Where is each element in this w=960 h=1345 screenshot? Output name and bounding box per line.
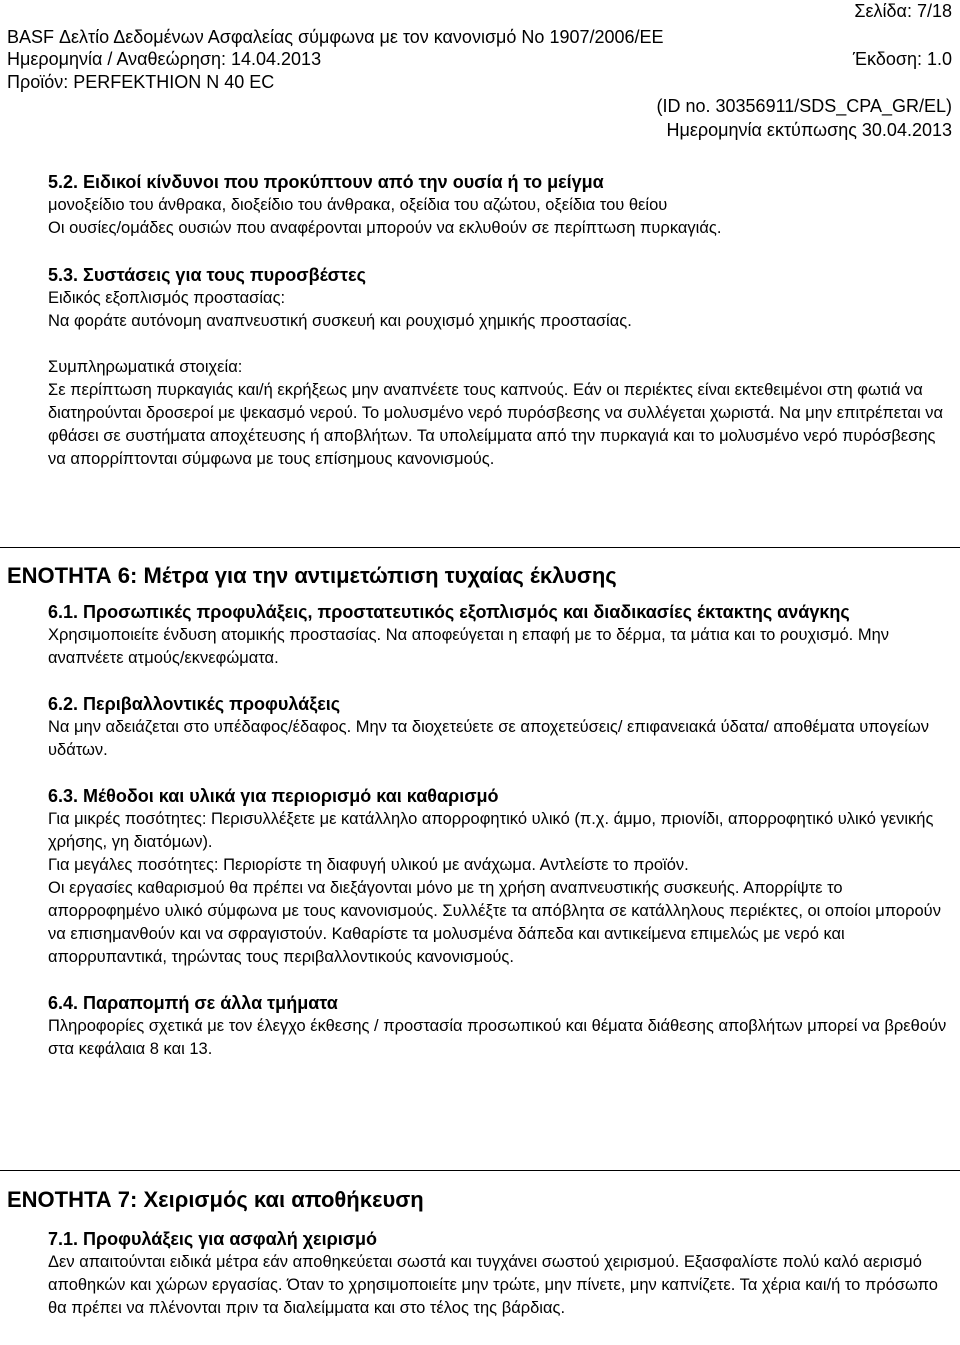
- section-6-1-text: Χρησιμοποιείτε ένδυση ατομικής προστασίας. Να αποφεύγεται η επαφή με το δέρμα, τα μάτια και το ρουχισμό. Μην αναπνέετε ατμούς/εκνεφώματα.: [48, 626, 890, 667]
- equipment-label: Ειδικός εξοπλισμός προστασίας:: [48, 289, 286, 307]
- section-6-title: ΕΝΟΤΗΤΑ 6: Μέτρα για την αντιμετώπιση τυχαίας έκλυσης: [7, 563, 617, 588]
- section-5-2: [48, 171, 953, 240]
- additional-info-label: Συμπληρωματικά στοιχεία:: [48, 358, 243, 376]
- small-quantities-text: Για μικρές ποσότητες: Περισυλλέξετε με κατάλληλο απορροφητικό υλικό (π.χ. άμμο, πριονίδι, απορροφητικό υλικό γενικής χρήσης, γη διατόμων).: [48, 810, 934, 851]
- product-name: Προϊόν: PERFEKTHION N 40 EC: [7, 72, 275, 92]
- large-quantities-text: Για μεγάλες ποσότητες: Περιορίστε τη διαφυγή υλικού με ανάχωμα. Αντλείστε το προϊόν.: [48, 856, 689, 874]
- hazardous-products-text: μονοξείδιο του άνθρακα, διοξείδιο του άνθρακα, οξείδια του αζώτου, οξείδια του θείου: [48, 196, 668, 214]
- cleanup-text: Οι εργασίες καθαρισμού θα πρέπει να διεξάγονται μόνο με τη χρήση αναπνευστικής συσκευής. Απορρίψτε το απορροφημένο υλικό σύμφωνα με τους κανονισμούς. Συλλέξτε τα απόβλητα σε κατάλληλους περιέκτες, οι οποίοι μπορούν να επισημανθούν και να σφραγιστούν. Καθαρίστε τα μολυσμένα δάπεδα και αντικείμενα επιμελώς με νερό και απορρυπαντικά, τηρώντας τους περιβαλλοντικούς κανονισμούς.: [48, 879, 941, 966]
- section-6-3-heading: 6.3. Μέθοδοι και υλικά για περιορισμό και καθαρισμό: [48, 786, 499, 806]
- section-6-2-heading: 6.2. Περιβαλλοντικές προφυλάξεις: [48, 694, 341, 714]
- fire-release-text: Οι ουσίες/ομάδες ουσιών που αναφέρονται μπορούν να εκλυθούν σε περίπτωση πυρκαγιάς.: [48, 219, 722, 237]
- section-6-2-text: Να μην αδειάζεται στο υπέδαφος/έδαφος. Μην τα διοχετεύετε σε αποχετεύσεις/ επιφανειακά ύδατα/ αποθέματα υπογείων υδάτων.: [48, 718, 929, 759]
- section-7-1-heading: 7.1. Προφυλάξεις για ασφαλή χειρισμό: [48, 1229, 378, 1249]
- revision-date: Ημερομηνία / Αναθεώρηση: 14.04.2013: [7, 49, 322, 69]
- section-6-body: [48, 601, 953, 1061]
- section-5-2-heading: 5.2. Ειδικοί κίνδυνοι που προκύπτουν από την ουσία ή το μείγμα: [48, 172, 604, 192]
- document-title: BASF Δελτίο Δεδομένων Ασφαλείας σύμφωνα με τον κανονισμό No 1907/2006/ΕΕ: [7, 27, 664, 47]
- document-id: (ID no. 30356911/SDS_CPA_GR/EL): [656, 96, 952, 116]
- section-5-3-heading: 5.3. Συστάσεις για τους πυροσβέστες: [48, 265, 366, 285]
- section-7-body: [48, 1228, 953, 1320]
- divider: [0, 547, 960, 548]
- section-5-3: [48, 264, 953, 471]
- section-7-title: ΕΝΟΤΗΤΑ 7: Χειρισμός και αποθήκευση: [7, 1187, 424, 1212]
- section-6-1-heading: 6.1. Προσωπικές προφυλάξεις, προστατευτικός εξοπλισμός και διαδικασίες έκτακτης ανάγκης: [48, 602, 850, 622]
- section-6-4-text: Πληροφορίες σχετικά με τον έλεγχο έκθεσης / προστασία προσωπικού και θέματα διάθεσης αποβλήτων μπορεί να βρεθούν στα κεφάλαια 8 και 13.: [48, 1017, 947, 1058]
- equipment-text: Να φοράτε αυτόνομη αναπνευστική συσκευή και ρουχισμό χημικής προστασίας.: [48, 312, 632, 330]
- section-7-1-text: Δεν απαιτούνται ειδικά μέτρα εάν αποθηκεύεται σωστά και τυγχάνει σωστού χειρισμού. Εξασφαλίστε πολύ καλό αερισμό αποθηκών και χώρων εργασίας. Όταν το χρησιμοποιείτε μην τρώτε, μην πίνετε, μην καπνίζετε. Τα χέρια και/ή το πρόσωπο θα πρέπει να πλένονται πριν τα διαλείμματα και στο τέλος της βάρδιας.: [48, 1253, 938, 1317]
- page-number: Σελίδα: 7/18: [854, 1, 952, 21]
- section-6-4-heading: 6.4. Παραπομπή σε άλλα τμήματα: [48, 993, 338, 1013]
- additional-info-text: Σε περίπτωση πυρκαγιάς και/ή εκρήξεως μην αναπνέετε τους καπνούς. Εάν οι περιέκτες είναι εκτεθειμένοι στη φωτιά να διατηρούνται δροσεροί με ψεκασμό νερού. Το μολυσμένο νερό πυρόσβεσης να συλλέγεται χωριστά. Να μην επιτρέπεται να φθάσει σε συστήματα αποχέτευσης ή αποβλήτων. Τα υπολείμματα από την πυρκαγιά και το μολυσμένο νερό πυρόσβεσης να απορρίπτονται σύμφωνα με τους επίσημους κανονισμούς.: [48, 381, 944, 468]
- divider: [0, 1170, 960, 1171]
- print-date: Ημερομηνία εκτύπωσης 30.04.2013: [666, 120, 952, 140]
- edition: Έκδοση: 1.0: [852, 49, 952, 69]
